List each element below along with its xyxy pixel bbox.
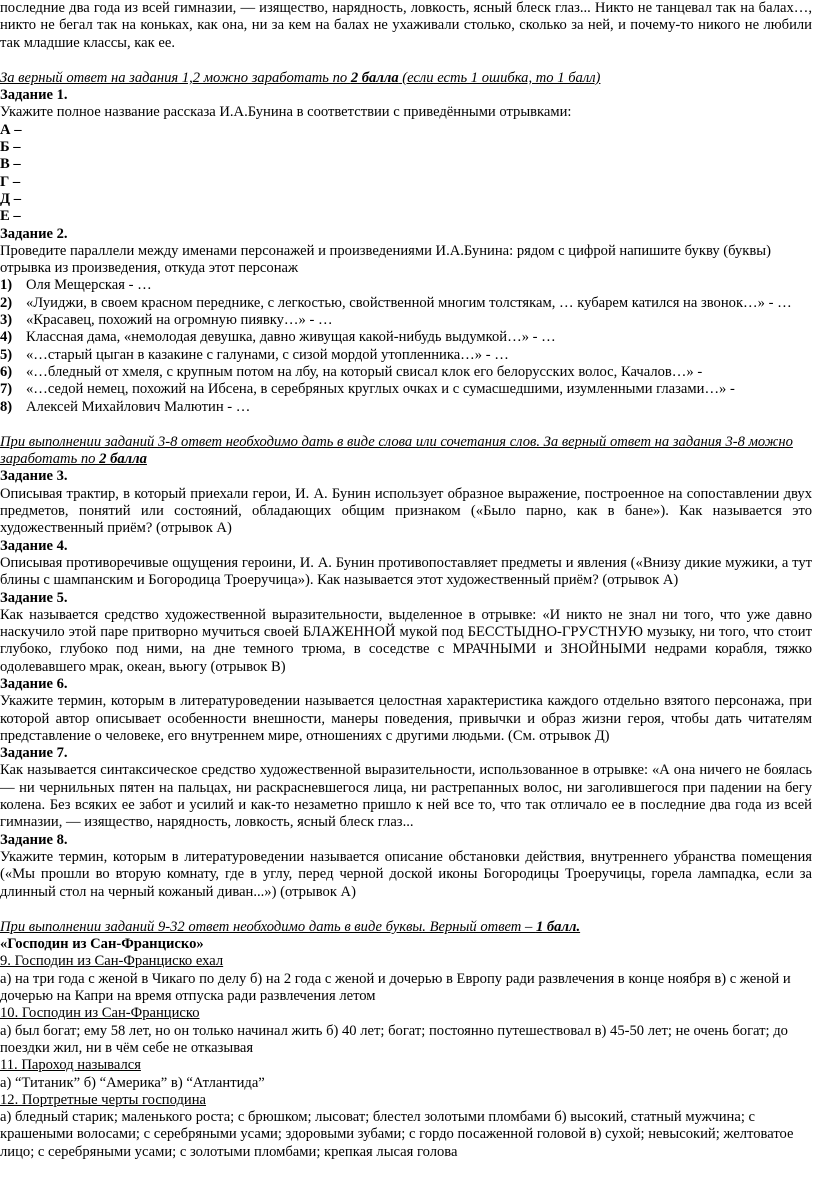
scoring-note-3-points: 1 балл. <box>535 918 581 935</box>
task-1-title: Задание 1. <box>0 87 68 104</box>
scoring-note-1-points: 2 балла <box>350 69 399 86</box>
list-item <box>0 347 812 364</box>
list-item-text: Оля Мещерская - … <box>26 277 152 294</box>
list-item-number: 1) <box>0 277 13 294</box>
answer-options-9: а) на три года с женой в Чикаго по делу б) на 2 года с женой и дочерью в Европу ради развлечения в конце ноября в) с женой и дочерью на Капри на время отпуска ради развлечения летом <box>0 970 791 1005</box>
list-item-text: «Луиджи, в своем красном переднике, с легкостью, свойственной многим толстякам, … кубарем катился на звонок…» - … <box>26 294 792 311</box>
list-item <box>0 399 812 416</box>
list-item-number: 4) <box>0 329 13 346</box>
question-11: 11. Пароход назывался <box>0 1057 141 1074</box>
answer-letter-e: Е – <box>0 208 21 225</box>
task-5-text: Как называется средство художественной выразительности, выделенное в отрывке: «И никто не знал ни того, что уже давно наскучило этой паре притворно мучиться своей БЛАЖЕННОЙ мукой под БЕССТЫДНО-ГРУСТНУЮ музыку, ни того, что стоит глубоко, глубоко под ними, на дне темного трюма, в соседстве с МРАЧНЫМИ и ЗНОЙНЫМИ недрами корабля, тяжко одолевавшего мрак, океан, вьюгу (отрывок В) <box>0 606 812 675</box>
answer-letter-b: Б – <box>0 139 21 156</box>
character-list <box>0 277 812 415</box>
task-5-title: Задание 5. <box>0 589 68 606</box>
list-item-number: 5) <box>0 346 13 363</box>
task-7-title: Задание 7. <box>0 745 68 762</box>
list-item-text: «…седой немец, похожий на Ибсена, в серебряных круглых очках и с сумасшедшими, изумленными глазами…» - <box>26 381 735 398</box>
question-9: 9. Господин из Сан-Франциско ехал <box>0 953 224 970</box>
list-item <box>0 381 812 398</box>
list-item-number: 6) <box>0 363 13 380</box>
task-1-text: Укажите полное название рассказа И.А.Бунина в соответствии с приведёнными отрывками: <box>0 104 572 121</box>
task-8-title: Задание 8. <box>0 831 68 848</box>
task-2-title: Задание 2. <box>0 225 68 242</box>
scoring-note-3 <box>0 919 812 936</box>
scoring-note-2 <box>0 434 812 469</box>
scoring-note-2-text-a: При выполнении заданий 3-8 ответ необходимо дать в виде слова или сочетания слов. За верный ответ на задания 3-8 можно заработать по <box>0 433 793 468</box>
task-3-text: Описывая трактир, в который приехали герои, И. А. Бунин использует образное выражение, построенное на сопоставлении двух предметов, понятий или состояний, обладающих общим признаком («Было парно, как в бане»). Как называется это художественный приём? (отрывок А) <box>0 485 812 537</box>
list-item-number: 3) <box>0 312 13 329</box>
task-4-title: Задание 4. <box>0 537 68 554</box>
list-item-number: 8) <box>0 398 13 415</box>
scoring-note-2-points: 2 балла <box>99 451 147 468</box>
list-item-text: Алексей Михайлович Малютин - … <box>26 398 251 415</box>
list-item-number: 2) <box>0 294 13 311</box>
list-item-text: «…бледный от хмеля, с крупным потом на лбу, на который свисал клок его белорусских волос, Качалов…» - <box>26 363 703 380</box>
answer-options-10: а) был богат; ему 58 лет, но он только начинал жить б) 40 лет; богат; постоянно путешествовал в) 45-50 лет; не очень богат; до поездки жил, ни в чём себе не отказывая <box>0 1022 788 1056</box>
answer-options-12: а) бледный старик; маленького роста; с брюшком; лысоват; блестел золотыми пломбами б) высокий, статный мужчина; с крашеными волосами; с серебряными усами; здоровыми зубами; с гордо посаженной головой в) сухой; невысокий; желтоватое лицо; с серебряными усами; с золотыми пломбами; крепкая лысая голова <box>0 1109 794 1160</box>
list-item <box>0 364 812 381</box>
question-10: 10. Господин из Сан-Франциско <box>0 1005 200 1022</box>
task-8-text: Укажите термин, которым в литературоведении называется описание обстановки действия, внутреннего убранства помещения («Мы прошли во вторую комнату, где в углу, перед черной доской иконы Богородицы Троеручицы, горела лампадка, если за длинный стол на черный кожаный диван...») (отрывок А) <box>0 848 812 900</box>
task-3-title: Задание 3. <box>0 468 68 485</box>
scoring-note-1 <box>0 70 812 87</box>
question-12: 12. Портретные черты господина <box>0 1091 207 1108</box>
answer-letter-g: Г – <box>0 173 21 190</box>
task-6-text: Укажите термин, которым в литературоведении называется целостная характеристика каждого отдельно взятого персонажа, при которой автор описывает особенности внешности, манеры поведения, привычки и образ жизни героя, чтобы дать читателям представление о человеке, его внутреннем мире, отношениях с другими людьми. (См. отрывок Д) <box>0 693 812 744</box>
task-2-text: Проведите параллели между именами персонажей и произведениями И.А.Бунина: рядом с цифрой напишите букву (буквы) отрывка из произведения, откуда этот персонаж <box>0 242 771 277</box>
list-item <box>0 329 812 346</box>
task-7-text: Как называется синтаксическое средство художественной выразительности, использованное в отрывке: «А она ничего не боялась — ни чернильных пятен на пальцах, ни раскрасневшегося лица, ни растрепанных волос, ни заголившегося при падении на бегу колена. Без всяких ее забот и усилий и как-то незаметно пришло к ней все то, что так отличало ее в последние два года из всей гимназии, — изящество, нарядность, ловкость, ясный блеск глаз... <box>0 762 812 831</box>
intro-paragraph: последние два года из всей гимназии, — изящество, нарядность, ловкость, ясный блеск глаз... Никто не танцевал так на балах…, никто не бегал так на коньках, как она, ни за кем на балах не ухаживали столько, сколько за ней, и почему-то никого не любили так младшие классы, как ее. <box>0 0 812 51</box>
task-4-text: Описывая противоречивые ощущения героини, И. А. Бунин противопоставляет предметы и явления («Внизу дикие мужики, а тут блины с шампанским и Богородица Троеручица»). Как называется этот художественный приём? (отрывок А) <box>0 554 812 589</box>
task-6-title: Задание 6. <box>0 675 68 692</box>
answer-letter-d: Д – <box>0 190 21 207</box>
list-item-text: Классная дама, «немолодая девушка, давно живущая какой-нибудь выдумкой…» - … <box>26 329 556 346</box>
scoring-note-1-text-a: За верный ответ на задания 1,2 можно заработать по <box>0 69 351 86</box>
answer-options-11: а) “Титаник” б) “Америка” в) “Атлантида” <box>0 1074 265 1091</box>
answer-letter-v: В – <box>0 156 21 173</box>
list-item-text: «Красавец, похожий на огромную пиявку…» - … <box>26 312 333 329</box>
list-item <box>0 312 812 329</box>
story-title: «Господин из Сан-Франциско» <box>0 936 204 953</box>
list-item-number: 7) <box>0 381 13 398</box>
list-item <box>0 277 812 294</box>
answer-letter-a: А – <box>0 121 22 138</box>
scoring-note-3-text-a: При выполнении заданий 9-32 ответ необходимо дать в виде буквы. Верный ответ – <box>0 918 536 935</box>
list-item-text: «…старый цыган в казакине с галунами, с сизой мордой утопленника…» - … <box>26 346 509 363</box>
list-item <box>0 295 812 312</box>
scoring-note-1-text-c: (если есть 1 ошибка, то 1 балл) <box>398 69 601 86</box>
